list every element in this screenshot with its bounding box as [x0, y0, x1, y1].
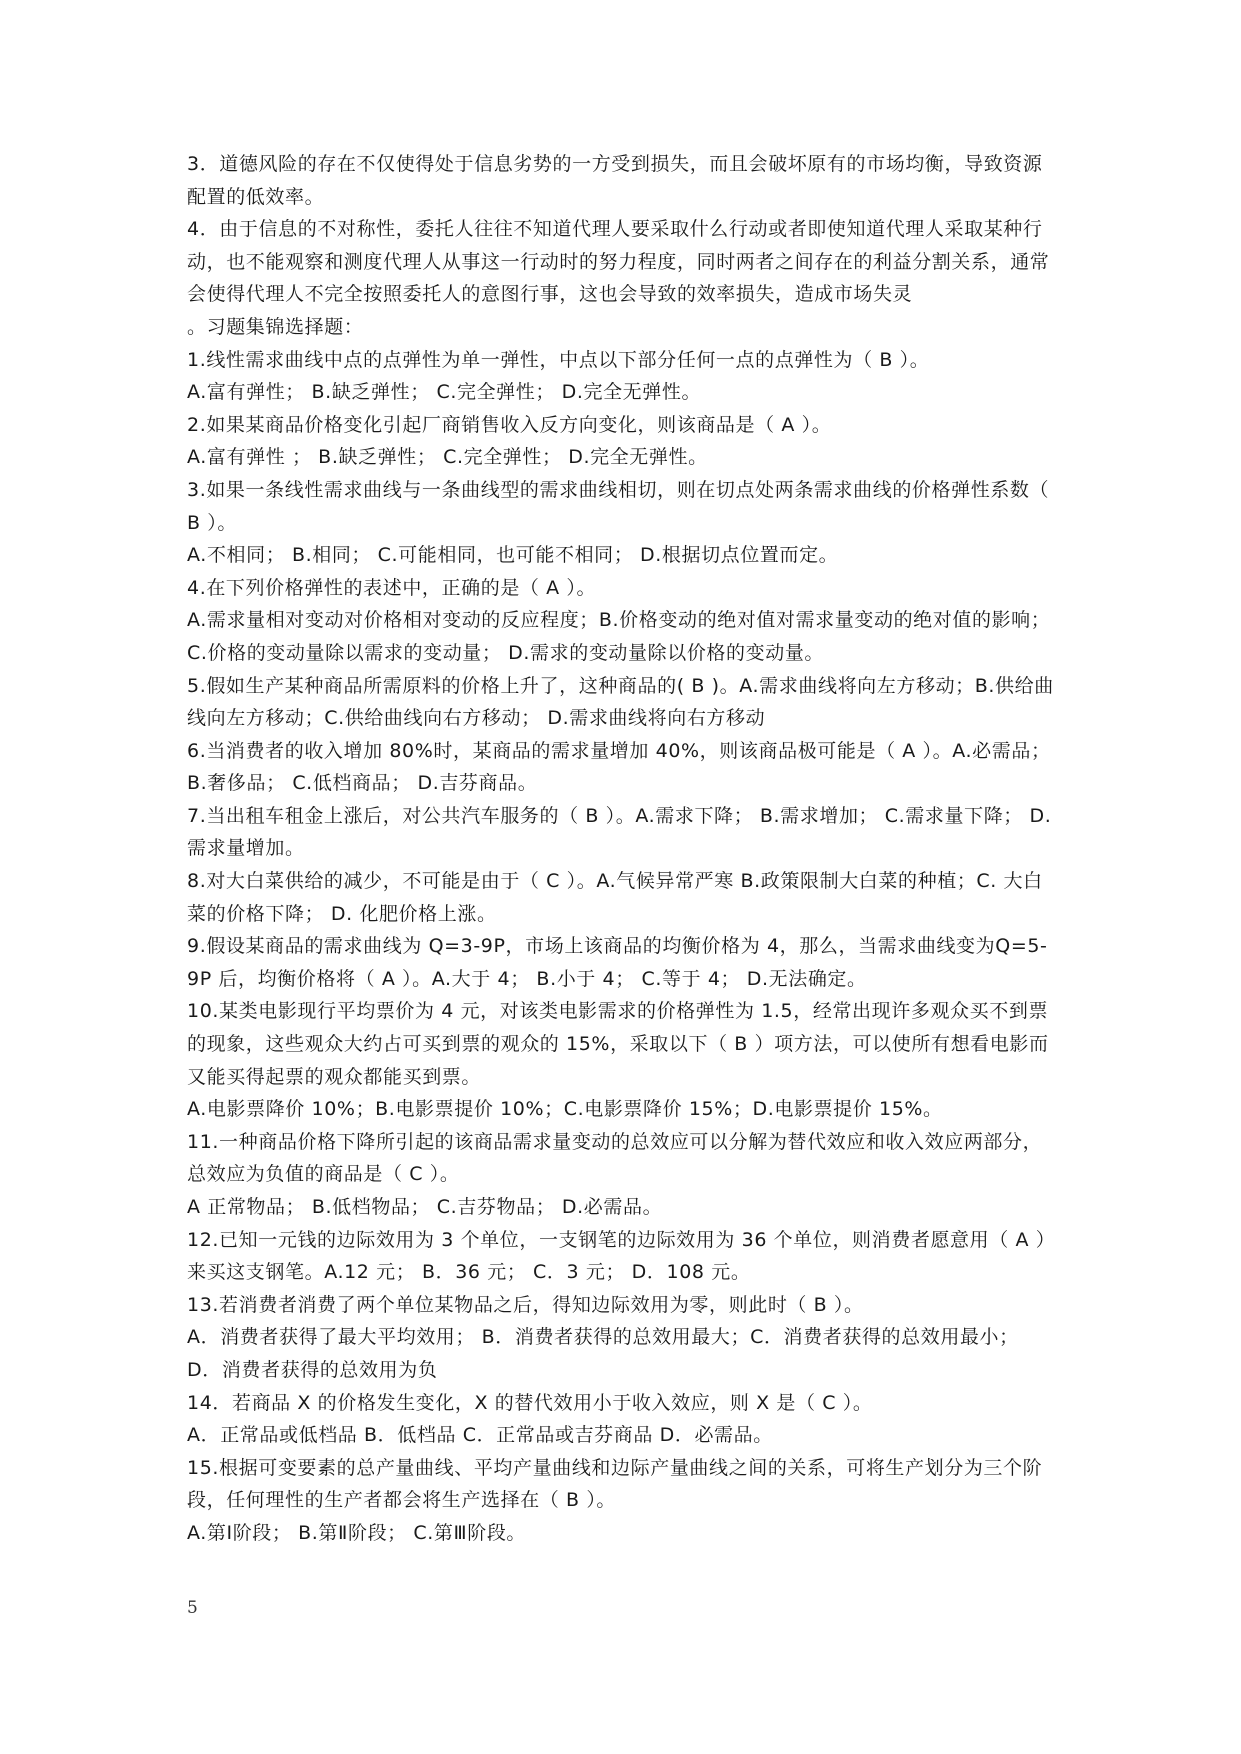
- paragraph: A 正常物品； B.低档物品； C.吉芬物品； D.必需品。: [187, 1196, 663, 1218]
- paragraph: A．消费者获得了最大平均效用； B．消费者获得的总效用最大；C．消费者获得的总效用最小； D．消费者获得的总效用为负: [187, 1326, 1026, 1381]
- paragraph: 6.当消费者的收入增加 80%时，某商品的需求量增加 40%，则该商品极可能是（ A ）。A.必需品； B.奢侈品； C.低档商品； D.吉芬商品。: [187, 739, 1058, 795]
- paragraph: 13.若消费者消费了两个单位某物品之后，得知边际效用为零，则此时（ B ）。: [187, 1293, 864, 1316]
- paragraph: 5.假如生产某种商品所需原料的价格上升了，这种商品的( B )。A.需求曲线将向左方移动；B.供给曲线向左方移动；C.供给曲线向右方移动； D.需求曲线将向右方移动: [187, 674, 1054, 730]
- paragraph: 2.如果某商品价格变化引起厂商销售收入反方向变化，则该商品是（ A ）。: [187, 413, 832, 436]
- paragraph: A．正常品或低档品 B．低档品 C．正常品或吉芬商品 D．必需品。: [187, 1424, 773, 1447]
- paragraph: 7.当出租车租金上涨后，对公共汽车服务的（ B ）。A.需求下降； B.需求增加； C.需求量下降； D.需求量增加。: [187, 804, 1052, 860]
- paragraph: 3．道德风险的存在不仅使得处于信息劣势的一方受到损失，而且会破坏原有的市场均衡，导致资源配置的低效率。: [187, 153, 1043, 208]
- paragraph: 8.对大白菜供给的减少，不可能是由于（ C ）。A.气候异常严寒 B.政策限制大白菜的种植；C. 大白菜的价格下降； D. 化肥价格上涨。: [187, 870, 1043, 925]
- paragraph: A.第Ⅰ阶段； B.第Ⅱ阶段； C.第Ⅲ阶段。: [187, 1521, 527, 1544]
- paragraph: 4.在下列价格弹性的表述中，正确的是（ A ）。: [187, 576, 597, 599]
- paragraph: 12.已知一元钱的边际效用为 3 个单位，一支钢笔的边际效用为 36 个单位，则消费者愿意用（ A ）来买这支钢笔。A.12 元； B．36 元； C．3 元； D．108 元。: [187, 1228, 1056, 1284]
- paragraph: 1.线性需求曲线中点的点弹性为单一弹性，中点以下部分任何一点的点弹性为（ B ）。: [187, 348, 930, 371]
- paragraph: 。习题集锦选择题：: [187, 315, 364, 338]
- paragraph: 14．若商品 X 的价格发生变化，X 的替代效用小于收入效应，则 X 是（ C ）。: [187, 1391, 873, 1414]
- paragraph: A.富有弹性； B.缺乏弹性； C.完全弹性； D.完全无弹性。: [187, 381, 702, 404]
- paragraph: A.富有弹性 ； B.缺乏弹性； C.完全弹性； D.完全无弹性。: [187, 446, 708, 469]
- paragraph: A.电影票降价 10%；B.电影票提价 10%；C.电影票降价 15%；D.电影票提价 15%。: [187, 1098, 943, 1121]
- paragraph: 3.如果一条线性需求曲线与一条曲线型的需求曲线相切，则在切点处两条需求曲线的价格弹性系数（ B ）。: [187, 478, 1056, 534]
- paragraph: 11.一种商品价格下降所引起的该商品需求量变动的总效应可以分解为替代效应和收入效应两部分，总效应为负值的商品是（ C ）。: [187, 1130, 1043, 1186]
- paragraph: 4．由于信息的不对称性，委托人往往不知道代理人要采取什么行动或者即使知道代理人采取某种行动，也不能观察和测度代理人从事这一行动时的努力程度，同时两者之间存在的利益分割关系，通常会使得代理人不完全按照委托人的意图行事，这也会导致的效率损失，造成市场失灵: [187, 218, 1050, 306]
- paragraph: A.不相同； B.相同； C.可能相同，也可能不相同； D.根据切点位置而定。: [187, 544, 839, 567]
- paragraph: A.需求量相对变动对价格相对变动的反应程度；B.价格变动的绝对值对需求量变动的绝对值的影响；C.价格的变动量除以需求的变动量； D.需求的变动量除以价格的变动量。: [187, 609, 1051, 664]
- document-body: [187, 148, 1057, 1550]
- page-number: 5: [187, 1598, 198, 1618]
- paragraph: 15.根据可变要素的总产量曲线、平均产量曲线和边际产量曲线之间的关系，可将生产划分为三个阶段，任何理性的生产者都会将生产选择在（ B ）。: [187, 1456, 1043, 1512]
- paragraph: 9.假设某商品的需求曲线为 Q=3-9P，市场上该商品的均衡价格为 4，那么，当需求曲线变为Q=5-9P 后，均衡价格将（ A ）。A.大于 4； B.小于 4； C.等于 4； D.无法确定。: [187, 935, 1048, 990]
- paragraph: 10.某类电影现行平均票价为 4 元，对该类电影需求的价格弹性为 1.5，经常出现许多观众买不到票的现象，这些观众大约占可买到票的观众的 15%，采取以下（ B ）项方法，可以使所有想看电影而又能买得起票的观众都能买到票。: [187, 1000, 1049, 1088]
